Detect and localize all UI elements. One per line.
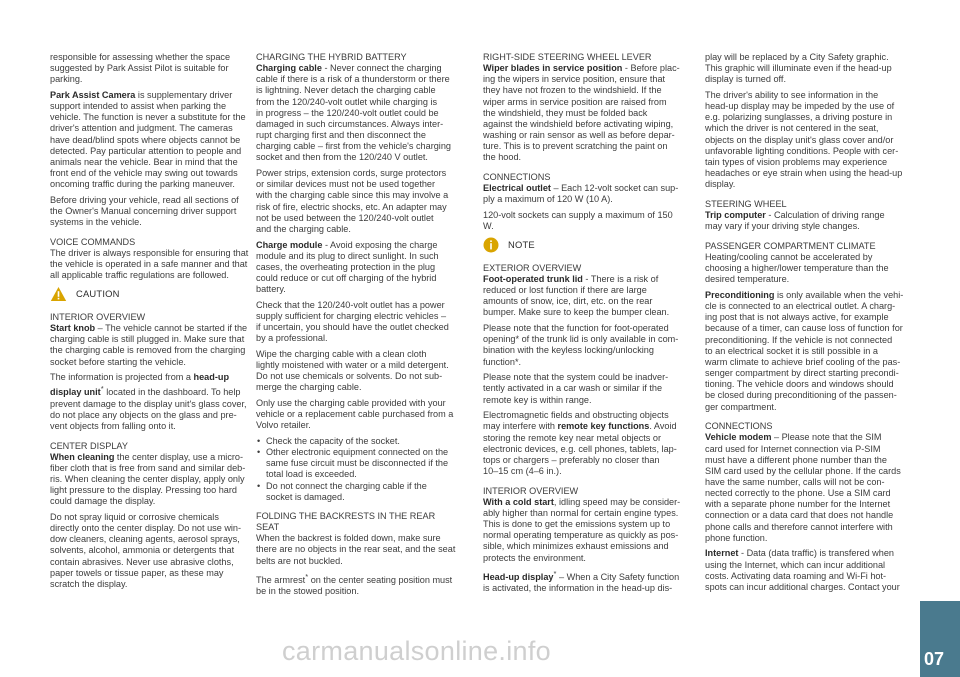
list-item: • Do not connect the charging cable if the socket is damaged. [256,481,476,503]
term: Vehicle modem [705,432,772,443]
text: - There is a risk of reduced or lost function if there are large amounts of snow, ice, dirt, etc. on the rear bumper. Make sure to keep the bumper clean. [483,274,670,318]
text: - Never connect the charging cable if there is a risk of a thunderstorm or there is lightning. Never detach the charging cable from the 120/240-volt outlet while charging is in progress – the 120/240-volt outlet could be damaged in such circumstances. Always inter- rupt charging first and then disconnect the charging cable – first from the vehicle's charging socket and then from the 120/240 V outlet. [256,63,451,163]
term: Start knob [50,323,96,334]
list-item: • Check the capacity of the socket. [256,436,476,447]
paragraph: Wipe the charging cable with a clean cloth lightly moistened with water or a mild detergent. Do not use chemicals or solvents. Do not sub- merge the charging cable. [256,348,449,393]
text: The armrest [256,575,306,586]
paragraph: Before driving your vehicle, read all sections of the Owner's Manual concerning driver support systems in the vehicle. [50,194,239,228]
text: - Data (data traffic) is transfered when using the Internet, which can incur additional costs. Activating data roaming and Wi-Fi hot- spots can incur additional charges. Contact your [705,548,900,592]
term: With a cold start [483,496,554,507]
column-2 [256,52,476,602]
paragraph [483,497,692,564]
term: Trip computer [705,210,766,221]
paragraph [483,410,692,477]
optional-marker: * [100,384,104,394]
text: . Avoid storing the remote key near metal objects or electronic devices, e.g. cell phones, tablets, lap- tops or chargers – preferably no closer than 10–15 cm (4–6 in.). [483,421,677,476]
caution-label: CAUTION [76,288,120,300]
paragraph [50,452,262,508]
paragraph [256,63,476,163]
text: - Avoid exposing the charge module and its plug to direct sunlight. In such cases, the overheating protection in the plug could reduce or cut off charging of the hybrid battery. [256,239,439,295]
text: – Please note that the SIM card used for Internet connection via P-SIM must have a different phone number than the SIM card used by the cellular phone. If the cards have the same number, calls will not be con- nected correctly to the phone. Use a SIM card with a separate phone number for the Internet connection or a data card that does not handle phone calls and therefore cannot interfere with phone function. [705,432,901,543]
paragraph [483,274,692,319]
paragraph: The driver's ability to see information in the head-up display may be impeded by the use of e.g. polarizing sunglasses, a driving posture in which the driver is not centered in the seat, objects on the display unit's glass cover and/or unfavorable lighting conditions. People with cer- tain types of vision problems may experience headaches or eye strain when using the head-up display. [705,89,903,190]
paragraph [256,571,476,597]
caution-callout [50,286,262,302]
column-3 [483,52,692,599]
term: When cleaning [50,451,115,462]
note-label: NOTE [508,239,535,251]
term: Head-up display [483,572,554,583]
watermark: carmanualsonline.info [282,636,551,666]
paragraph [483,183,692,205]
section-heading: INTERIOR OVERVIEW [483,485,579,496]
term: Preconditioning [705,289,775,300]
paragraph: Check that the 120/240-volt outlet has a power supply sufficient for charging electric vehicles – if uncertain, you should have the outlet checked by a professional. [256,299,449,344]
note-callout [483,237,692,253]
optional-marker: * [553,569,557,579]
text: located in the dashboard. To help prevent damage to the display unit's glass cover, do not place any objects on the glass and pre- vent objects from falling onto it. [50,387,247,431]
paragraph [50,372,262,432]
paragraph [483,568,692,594]
chapter-tab: 07 [920,601,960,677]
paragraph [256,240,476,296]
column-4 [705,52,911,598]
paragraph: Please note that the system could be inadver- tently activated in a car wash or similar if the remote key is within range. [483,372,669,405]
paragraph: Heating/cooling cannot be accelerated by choosing a higher/lower temperature than the desired temperature. [705,252,889,285]
paragraph: play will be replaced by a City Safety graphic. This graphic will illuminate even if the head-up display is turned off. [705,52,892,85]
term: head-up display unit [50,372,230,398]
column-1 [50,52,262,595]
list-item: • Other electronic equipment connected on the same fuse circuit must be disconnected if the total load is exceeded. [256,447,476,480]
paragraph [705,290,911,413]
paragraph: Power strips, extension cords, surge protectors or similar devices must not be used together with the charging cable since this may involve a risk of fire, electric shocks, etc. An adapter may not be used between the 120/240-volt outlet and the charging cable. [256,168,449,234]
section-heading: CONNECTIONS [483,172,551,183]
text: – Each 12-volt socket can sup- ply a maximum of 120 W (10 A). [483,183,679,205]
term: Wiper blades in service position [483,63,623,74]
text: - Calculation of driving range may vary if your driving style changes. [705,210,885,232]
section-heading: RIGHT-SIDE STEERING WHEEL LEVER [483,52,652,62]
term: remote key functions [557,421,650,432]
section-heading: CENTER DISPLAY [50,440,128,451]
term: Internet [705,548,739,559]
paragraph [50,90,262,190]
warning-triangle-icon [50,286,67,302]
paragraph [705,548,911,593]
text: - Before plac- ing the wipers in service position, ensure that they have not frozen to the windshield. If the wiper arms in service position are raised from the windshield, they must be folded back against the windshield before activating wiping, washing or rain sensor as well as before depar- ture. This is to prevent scratching the paint on the hood. [483,63,680,163]
term: Charge module [256,239,323,250]
term: Electrical outlet [483,183,551,194]
paragraph [705,432,911,544]
paragraph: Do not spray liquid or corrosive chemicals directly onto the center display. Do not use win- dow cleaners, cleaning agents, aerosol sprays, solvents, alcohol, ammonia or detergents that contain abrasives. Never use abrasive cloths, paper towels or tissue paper, as these may scratch the display. [50,512,242,589]
paragraph [705,210,911,232]
paragraph: 120-volt sockets can supply a maximum of 150 W. [483,210,673,232]
section-heading: FOLDING THE BACKRESTS IN THE REAR SEAT [256,510,436,533]
paragraph: Please note that the function for foot-operated opening* of the trunk lid is only available in com- bination with the keyless locking/unlocking function*. [483,323,679,367]
term: Park Assist Camera [50,89,136,100]
optional-marker: * [305,572,309,582]
section-heading: EXTERIOR OVERVIEW [483,262,582,273]
section-heading: INTERIOR OVERVIEW [50,311,146,322]
text: on the center seating position must be in the stowed position. [256,575,453,597]
text: the center display, use a micro- fiber cloth that is free from sand and similar deb- ris. When cleaning the center display, apply only light pressure to the display. Pressing too hard could damage the display. [50,451,246,507]
paragraph [50,323,262,368]
paragraph: responsible for assessing whether the space suggested by Park Assist Pilot is suitable for parking. [50,52,231,85]
section-heading: CONNECTIONS [705,421,773,432]
paragraph: The driver is always responsible for ensuring that the vehicle is operated in a safe manner and that all applicable traffic regulations are followed. [50,248,249,281]
text: – When a City Safety function is activated, the information in the head-up dis- [483,572,680,594]
section-heading: PASSENGER COMPARTMENT CLIMATE [705,240,876,251]
text: Electromagnetic fields and obstructing objects may interfere with [483,410,669,432]
section-heading: STEERING WHEEL [705,198,787,209]
term: Foot-operated trunk lid [483,274,583,284]
section-heading: VOICE COMMANDS [50,236,136,247]
section-heading: CHARGING THE HYBRID BATTERY [256,52,407,62]
text: is only available when the vehi- cle is connected to an electrical outlet. A charg- ing post that is not always active, for example because of a timer, can cause loss of function for preconditioning. If the vehicle is not connected to an electrical socket it is still possible in a warm climate to achieve brief cooling of the pas- senger compartment by direct starting precondi- tioning. The vehicle doors and windows should be closed during preconditioning of the passen- ger compartment. [705,289,904,412]
term: Charging cable [256,63,322,74]
paragraph [483,63,692,163]
text: is supplementary driver support intended to assist when parking the vehicle. The function is never a substitute for the driver's attention and judgment. The cameras have dead/blind spots where objects cannot be detected. Pay particular attention to people and animals near the vehicle. Bear in mind that the front end of the vehicle may swing out towards oncoming traffic during the parking maneuver. [50,89,246,190]
text: – The vehicle cannot be started if the charging cable is still plugged in. Make sure that the charging cable is removed from the charging socket before starting the vehicle. [50,323,248,367]
bullet-list [256,436,476,503]
text: , idling speed may be consider- ably higher than normal for certain engine types. This is done to get the emissions system up to normal operating temperature as quickly as pos- sible, which minimizes exhaust emissions and protects the environment. [483,496,681,563]
paragraph: When the backrest is folded down, make sure there are no objects in the rear seat, and the seat belts are not buckled. [256,533,456,566]
text: The information is projected from a [50,372,194,383]
info-icon [483,237,499,253]
paragraph: Only use the charging cable provided with your vehicle or a replacement cable purchased from a Volvo retailer. [256,398,454,431]
